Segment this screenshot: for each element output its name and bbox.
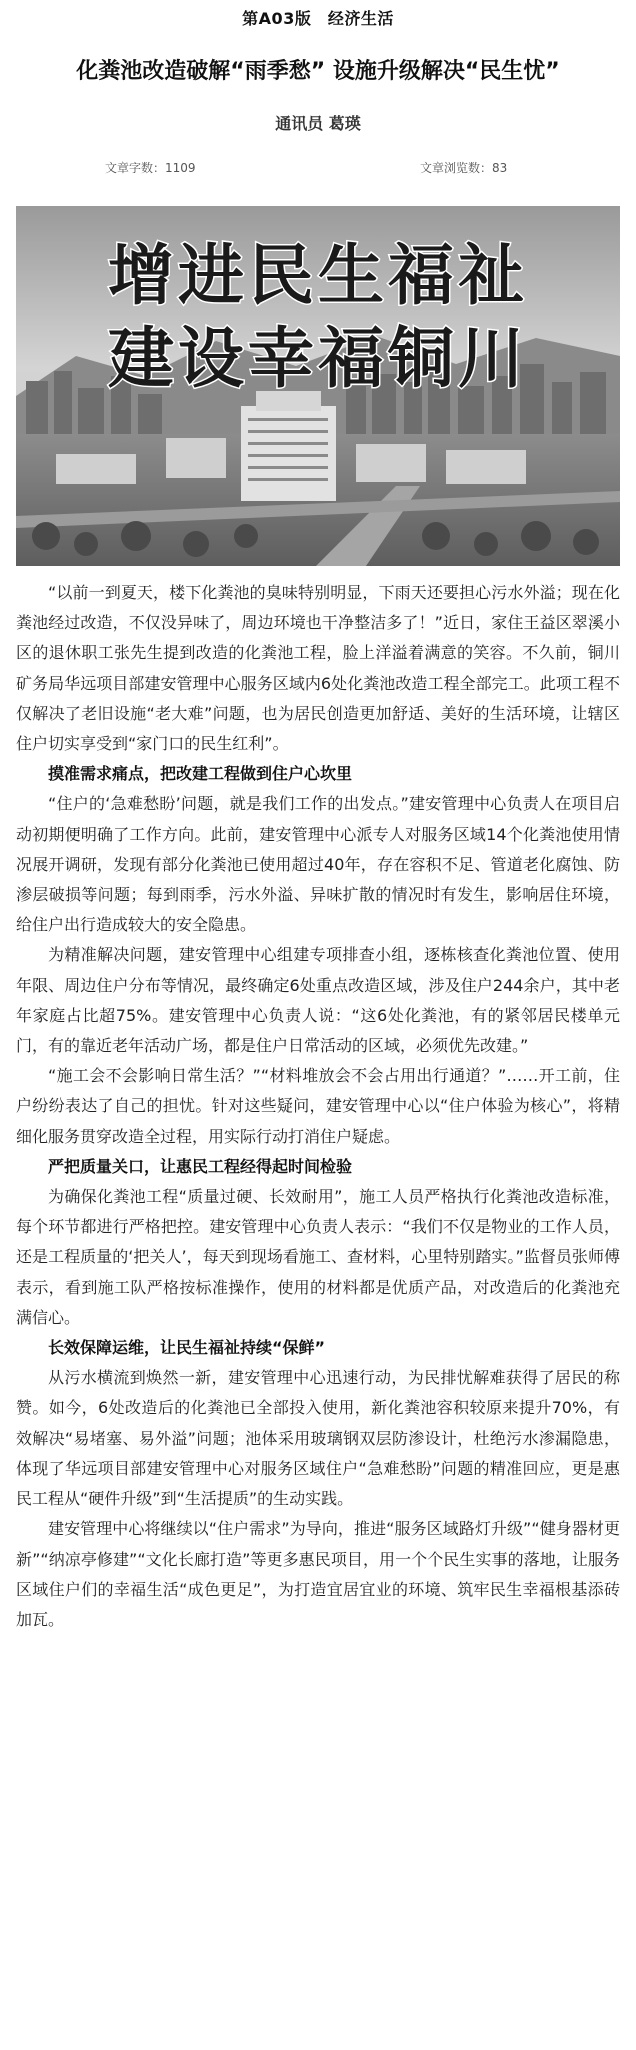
banner-title-line2: 建设幸福铜川 — [108, 319, 528, 397]
article-headline: 化粪池改造破解“雨季愁” 设施升级解决“民生忧” — [76, 59, 560, 84]
view-count-value: 83 — [492, 161, 508, 175]
article-paragraph: “施工会不会影响日常生活？”“材料堆放会不会占用出行通道？”……开工前，住户纷纷表达了自己的担忧。针对这些疑问，建安管理中心以“住户体验为核心”，将精细化服务贯穿改造全过程，用实际行动打消住户疑虑。 — [16, 1066, 620, 1146]
article-paragraph: 为确保化粪池工程“质量过硬、长效耐用”，施工人员严格执行化粪池改造标准，每个环节都进行严格把控。建安管理中心负责人表示：“我们不仅是物业的工作人员，还是工程质量的‘把关人’，每天到现场看施工、查材料，心里特别踏实。”监督员张师傅表示，看到施工队严格按标准操作，使用的材料都是优质产品，对改造后的化粪池充满信心。 — [16, 1187, 620, 1327]
article-paragraph: 建安管理中心将继续以“住户需求”为导向，推进“服务区域路灯升级”“健身器材更新”“纳凉亭修建”“文化长廊打造”等更多惠民项目，用一个个民生实事的落地，让服务区域住户们的幸福生活“成色更足”，为打造宜居宜业的环境、筑牢民生幸福根基添砖加瓦。 — [16, 1519, 620, 1629]
view-count-label: 文章浏览数： — [420, 161, 493, 175]
word-count-value: 1109 — [165, 161, 196, 175]
word-count — [105, 159, 196, 176]
banner-main-building — [241, 391, 336, 501]
article-body — [16, 578, 620, 1635]
word-count-label: 文章字数： — [105, 161, 166, 175]
article-subheading: 摸准需求痛点，把改建工程做到住户心坎里 — [48, 764, 353, 784]
article-subheading: 严把质量关口，让惠民工程经得起时间检验 — [48, 1156, 353, 1176]
article-subheading: 长效保障运维，让民生福祉持续“保鲜” — [48, 1338, 326, 1358]
article-paragraph: “以前一到夏天，楼下化粪池的臭味特别明显，下雨天还要担心污水外溢；现在化粪池经过改造，不仅没异味了，周边环境也干净整洁多了！”近日，家住王益区翠溪小区的退休职工张先生提到改造的化粪池工程，脸上洋溢着满意的笑容。不久前，铜川矿务局华远项目部建安管理中心服务区域内6处化粪池改造工程全部完工。此项工程不仅解决了老旧设施“老大难”问题，也为居民创造更加舒适、美好的生活环境，让辖区住户切实享受到“家门口的民生红利”。 — [16, 583, 620, 754]
article-paragraph: 为精准解决问题，建安管理中心组建专项排查小组，逐栋核查化粪池位置、使用年限、周边住户分布等情况，最终确定6处重点改造区域，涉及住户244余户，其中老年家庭占比超75%。建安管理中心负责人说：“这6处化粪池，有的紧邻居民楼单元门，有的靠近老年活动广场，都是住户日常活动的区域，必须优先改建。” — [16, 945, 620, 1056]
byline: 通讯员 葛瑛 — [275, 114, 361, 133]
article-paragraph: “住户的‘急难愁盼’问题，就是我们工作的出发点。”建安管理中心负责人在项目启动初期便明确了工作方向。此前，建安管理中心派专人对服务区域14个化粪池使用情况展开调研，发现有部分化粪池已使用超过40年，存在容积不足、管道老化腐蚀、防渗层破损等问题；每到雨季，污水外溢、异味扩散的情况时有发生，影响居住环境，给住户出行造成较大的安全隐患。 — [16, 794, 620, 935]
view-count — [420, 159, 507, 176]
article-paragraph: 从污水横流到焕然一新，建安管理中心迅速行动，为民排忧解难获得了居民的称赞。如今，6处改造后的化粪池已全部投入使用，新化粪池容积较原来提升70%，有效解决“易堵塞、易外溢”问题；池体采用玻璃钢双层防渗设计，杜绝污水渗漏隐患，体现了华远项目部建安管理中心对服务区域住户“急难愁盼”问题的精准回应，更是惠民工程从“硬件升级”到“生活提质”的生动实践。 — [16, 1368, 620, 1509]
section-tag: 第A03版 经济生活 — [242, 9, 394, 28]
banner-title-line1: 增进民生福祉 — [108, 236, 528, 314]
banner-image — [16, 206, 620, 566]
